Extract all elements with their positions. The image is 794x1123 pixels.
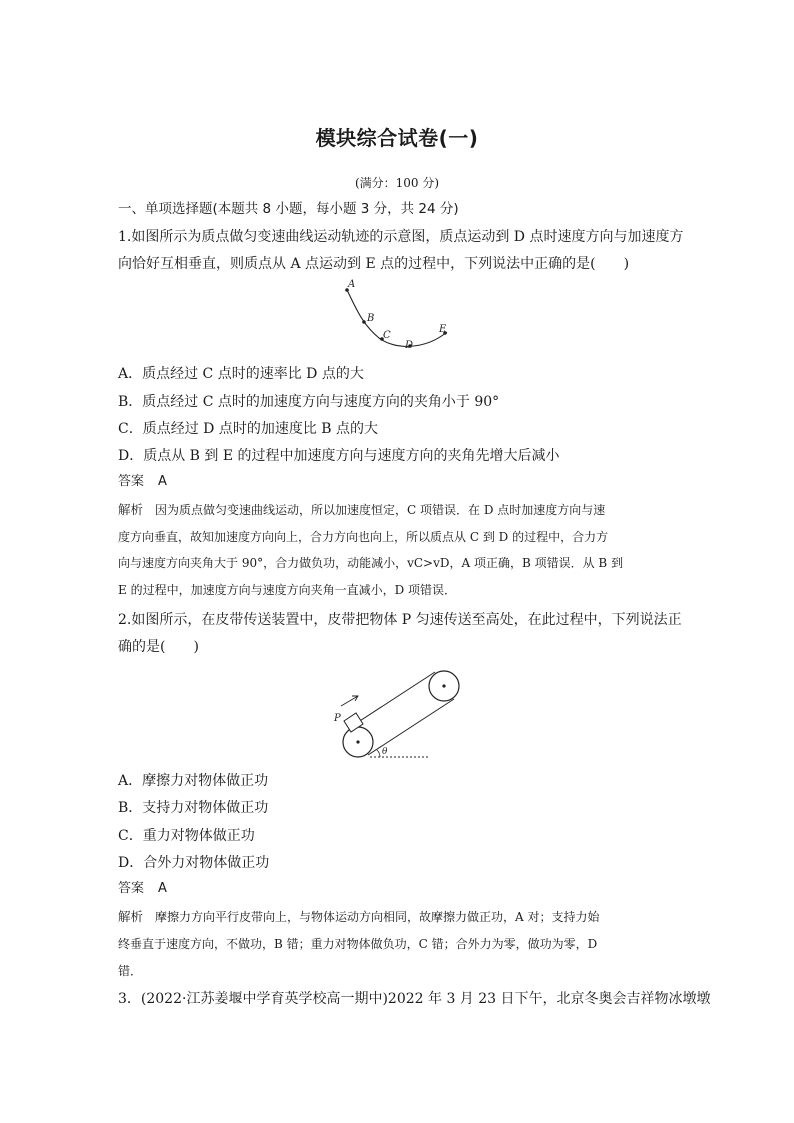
q1-explain-line-2: 度方向垂直，故知加速度方向向上，合力方向也向上，所以质点从 C 到 D 的过程中，合力方: [118, 530, 609, 544]
q2-stem-line-1: 2.如图所示，在皮带传送装置中，皮带把物体 P 匀速传送至高处，在此过程中，下列说法正: [118, 612, 682, 628]
q2-stem-line-2: 确的是( ): [118, 639, 199, 655]
q1-answer-value: A: [158, 474, 167, 489]
q2-explain-label: 解析: [118, 909, 144, 924]
q2-explain-line-2: 终垂直于速度方向，不做功，B 错；重力对物体做负功，C 错；合外力为零，做功为零，D: [118, 937, 598, 951]
q2-conveyor-figure: [325, 664, 465, 764]
section-heading: 一、单项选择题(本题共 8 小题，每小题 3 分，共 24 分): [118, 201, 459, 217]
q2-option-c: C．重力对物体做正功: [118, 828, 255, 844]
q2-label-theta: θ: [382, 747, 388, 757]
q1-explain-label: 解析: [118, 502, 144, 517]
q1-option-c: C．质点经过 D 点时的加速度比 B 点的大: [118, 421, 379, 437]
q2-answer-value: A: [158, 881, 167, 896]
q3-stem-line-1: 3．(2022·江苏姜堰中学育英学校高一期中)2022 年 3 月 23 日下午，北京冬奥会吉祥物冰墩墩: [118, 991, 711, 1007]
q1-label-b: B: [367, 313, 375, 324]
q2-explain-line-3: 错．: [118, 964, 143, 978]
q2-theta-arc: [377, 750, 380, 757]
page-title: 模块综合试卷(一): [315, 126, 479, 150]
q2-answer-label: 答案: [118, 881, 145, 896]
q1-option-d: D．质点从 B 到 E 的过程中加速度方向与速度方向的夹角先增大后减小: [118, 448, 560, 464]
q1-trajectory-figure: [330, 276, 465, 356]
q2-explain-line-1: [118, 907, 600, 927]
q1-explain-line-3: 向与速度方向夹角大于 90°，合力做负功，动能减小，vC>vD，A 项正确，B 项错误．从 B 到: [118, 556, 624, 570]
score-note: (满分：100 分): [354, 176, 440, 190]
q2-upper-pulley-axle: [442, 684, 445, 687]
q1-stem-line-2: 向恰好互相垂直，则质点从 A 点运动到 E 点的过程中，下列说法中正确的是( ): [118, 256, 630, 272]
q1-answer: [118, 472, 167, 492]
q1-label-c: C: [383, 330, 391, 341]
q2-label-p: P: [334, 713, 341, 724]
q1-option-a: A．质点经过 C 点时的速率比 D 点的大: [118, 366, 364, 382]
q1-explain-text-1: 因为质点做匀变速曲线运动，所以加速度恒定，C 项错误．在 D 点时加速度方向与速: [155, 503, 606, 517]
q2-lower-pulley-axle: [356, 740, 359, 743]
q1-explain-line-4: E 的过程中，加速度方向与速度方向夹角一直减小，D 项错误．: [118, 583, 457, 597]
q2-explain-text-1: 摩擦力方向平行皮带向上，与物体运动方向相同，故摩擦力做正功，A 对；支持力始: [155, 910, 600, 924]
q2-option-d: D．合外力对物体做正功: [118, 855, 270, 871]
q1-label-d: D: [405, 340, 414, 351]
q1-label-a: A: [348, 279, 356, 290]
q1-point-b: [362, 320, 366, 324]
q2-answer: [118, 879, 167, 899]
q1-explain-line-1: [118, 500, 605, 520]
q1-stem-line-1: 1.如图所示为质点做匀变速曲线运动轨迹的示意图，质点运动到 D 点时速度方向与加速度方: [118, 229, 684, 245]
q1-answer-label: 答案: [118, 474, 145, 489]
q2-option-b: B．支持力对物体做正功: [118, 800, 269, 816]
q1-option-b: B．质点经过 C 点时的加速度方向与速度方向的夹角小于 90°: [118, 394, 500, 410]
q1-label-e: E: [439, 324, 447, 335]
q2-option-a: A．摩擦力对物体做正功: [118, 773, 269, 789]
q1-trajectory-curve: [347, 290, 447, 346]
